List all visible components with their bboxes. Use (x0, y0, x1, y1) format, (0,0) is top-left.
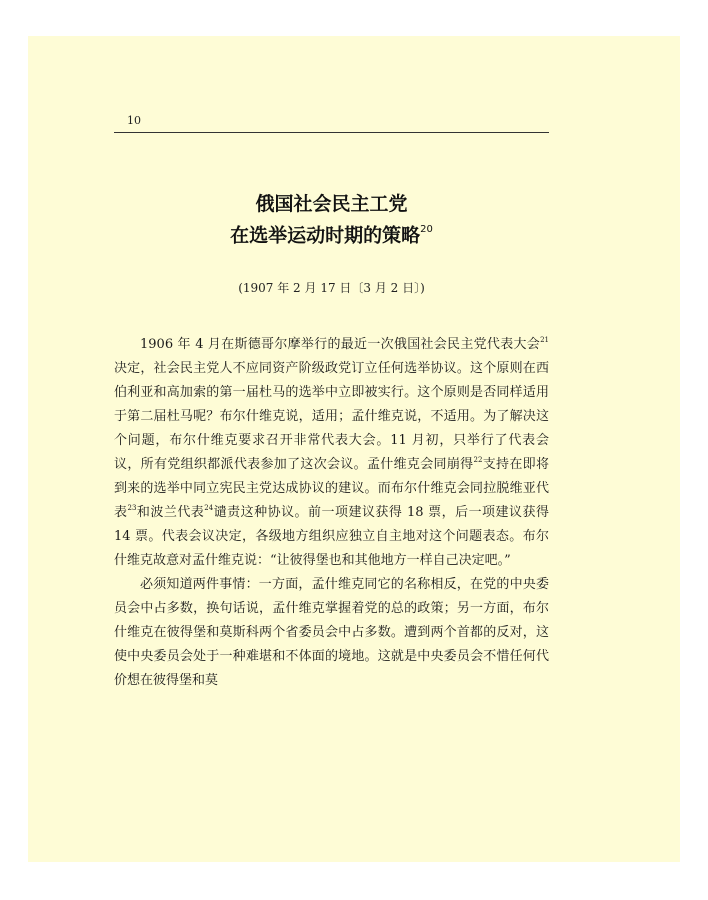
paragraph-text: 必须知道两件事情：一方面，孟什维克同它的名称相反，在党的中央委员会中占多数，换句话说，孟什维克掌握着党的总的政策；另一方面，布尔什维克在彼得堡和莫斯科两个省委员会中占多数。遭到两个首都的反对，这使中央委员会处于一种难堪和不体面的境地。这就是中央委员会不惜任何代价想在彼得堡和莫 (114, 577, 549, 688)
paragraph-text: 1906 年 4 月在斯德哥尔摩举行的最近一次俄国社会民主党代表大会 (140, 337, 541, 352)
page-number: 10 (127, 114, 141, 127)
paragraph-text: 支持在即将到来的选举中同立宪民主党达成协议的建议。而布尔什维克会同拉脱维亚代表 (114, 457, 549, 520)
title-line-2 (114, 218, 549, 249)
footnote-ref: 21 (540, 335, 549, 344)
paragraph-text: 决定，社会民主党人不应同资产阶级政党订立任何选举协议。这个原则在西伯利亚和高加索的第一届杜马的选举中立即被实行。这个原则是否同样适用于第二届杜马呢？布尔什维克说，适用；孟什维克说，不适用。为了解决这个问题，布尔什维克要求召开非常代表大会。11 月初，只举行了代表会议，所有党组织都派代表参加了这次会议。孟什维克会同崩得 (114, 361, 549, 472)
title-line-1: 俄国社会民主工党 (255, 193, 408, 215)
article-date: (1907 年 2 月 17 日〔3 月 2 日〕) (238, 281, 425, 295)
header-rule (114, 132, 549, 133)
title-line-2-text: 在选举运动时期的策略 (230, 224, 421, 247)
body-text (114, 333, 549, 693)
paragraph-text: 谴责这种协议。前一项建议获得 18 票，后一项建议获得 14 票。代表会议决定，各级地方组织应独立自主地对这个问题表态。布尔什维克故意对孟什维克说：“让彼得堡也和其他地方一样自己决定吧。” (114, 505, 549, 568)
article-title (114, 190, 549, 249)
footnote-ref: 22 (473, 455, 483, 464)
paragraph-2 (114, 573, 549, 693)
footnote-ref: 24 (204, 503, 214, 512)
title-footnote-ref: 20 (420, 224, 433, 235)
paragraph-1 (114, 333, 549, 573)
paragraph-text: 和波兰代表 (136, 505, 205, 520)
footnote-ref: 23 (127, 503, 137, 512)
